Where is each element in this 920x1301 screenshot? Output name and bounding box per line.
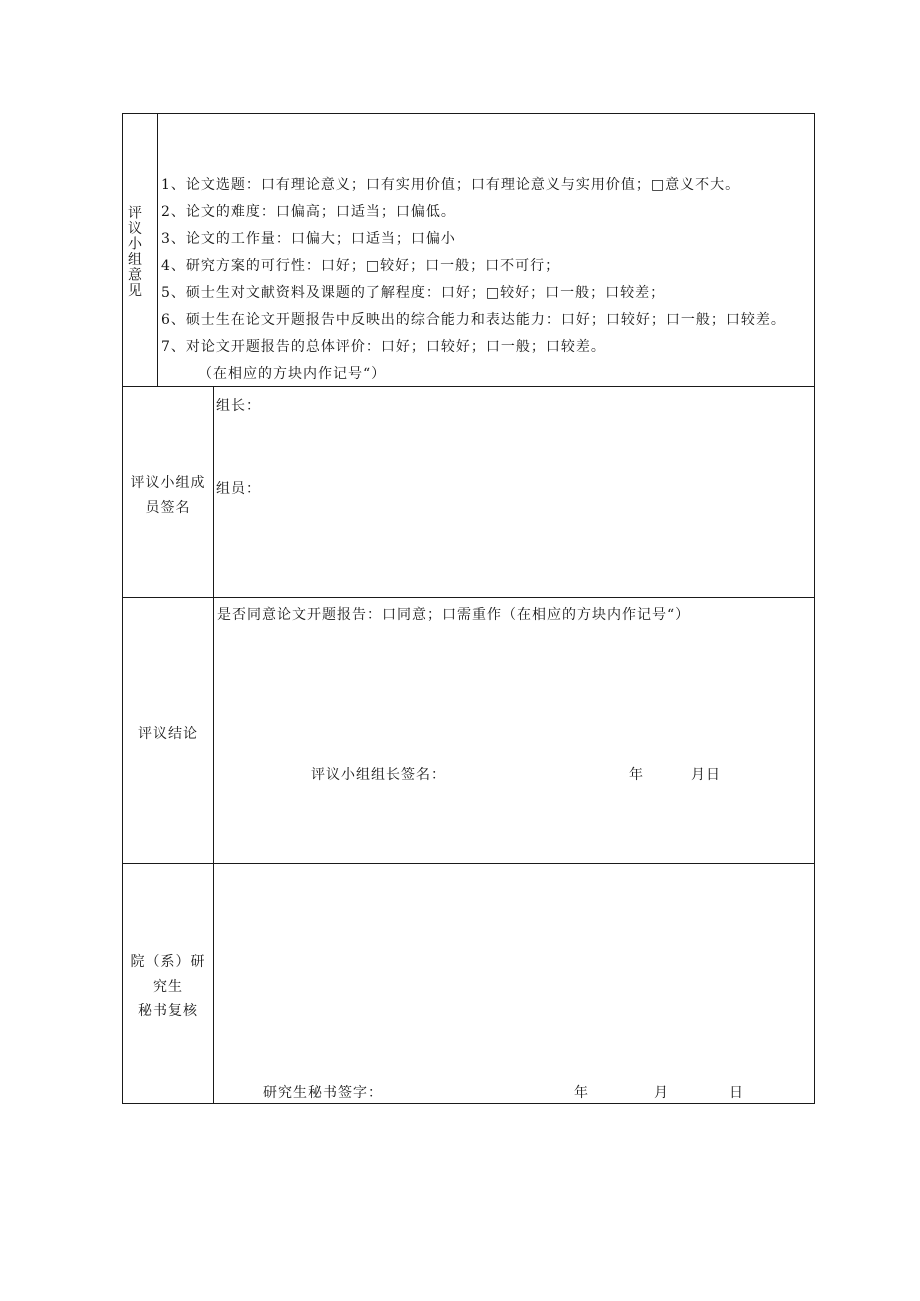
review-label-line1: 院（系）研究生 [130, 954, 206, 995]
review-label-line2: 秘书复核 [138, 1003, 198, 1019]
signatures-label-wrap [123, 471, 213, 521]
opinion-label-cell [122, 113, 158, 387]
members-label: 组员： [216, 481, 261, 497]
opinion-item-list [161, 172, 786, 388]
review-day-label: 日 [729, 1085, 744, 1101]
opinion-item-topic: 1、论文选题：口有理论意义；口有实用价值；口有理论意义与实用价值；□意义不大。 [161, 177, 741, 193]
conclusion-month-day-label: 月日 [691, 767, 721, 783]
signatures-label-cell [122, 386, 214, 598]
conclusion-label-wrap [123, 724, 213, 744]
opinion-note: （在相应的方块内作记号“） [198, 366, 387, 382]
review-year-label: 年 [574, 1085, 589, 1101]
secretary-signature-label: 研究生秘书签字： [263, 1085, 383, 1101]
opinion-item-workload: 3、论文的工作量：口偏大；口适当；口偏小 [161, 231, 456, 247]
conclusion-year-label: 年 [629, 767, 644, 783]
conclusion-question: 是否同意论文开题报告：口同意；口需重作（在相应的方块内作记号“） [217, 607, 691, 623]
opinion-label: 评议小组意见 [126, 205, 142, 298]
review-label-cell [122, 863, 214, 1104]
review-label-wrap [123, 950, 213, 1024]
review-content-cell [213, 863, 815, 1104]
signatures-label: 评议小组成员签名 [130, 475, 206, 516]
leader-label: 组长： [216, 398, 261, 414]
leader-signature-label: 评议小组组长签名： [311, 767, 446, 783]
opinion-item-overall: 7、对论文开题报告的总体评价：口好；口较好；口一般；口较差。 [161, 339, 606, 355]
opinion-item-difficulty: 2、论文的难度：口偏高；口适当；口偏低。 [161, 204, 456, 220]
opinion-item-ability: 6、硕士生在论文开题报告中反映出的综合能力和表达能力：口好；口较好；口一般；口较差。 [161, 312, 786, 328]
opinion-item-feasibility: 4、研究方案的可行性：口好；□较好；口一般；口不可行； [161, 258, 561, 274]
signatures-content-cell [213, 386, 815, 598]
conclusion-label-cell [122, 597, 214, 864]
review-month-label: 月 [654, 1085, 669, 1101]
opinion-content-cell [157, 113, 815, 387]
conclusion-label: 评议结论 [138, 726, 198, 742]
conclusion-content-cell [213, 597, 815, 864]
opinion-item-literature: 5、硕士生对文献资料及课题的了解程度：口好；□较好；口一般；口较差； [161, 285, 666, 301]
